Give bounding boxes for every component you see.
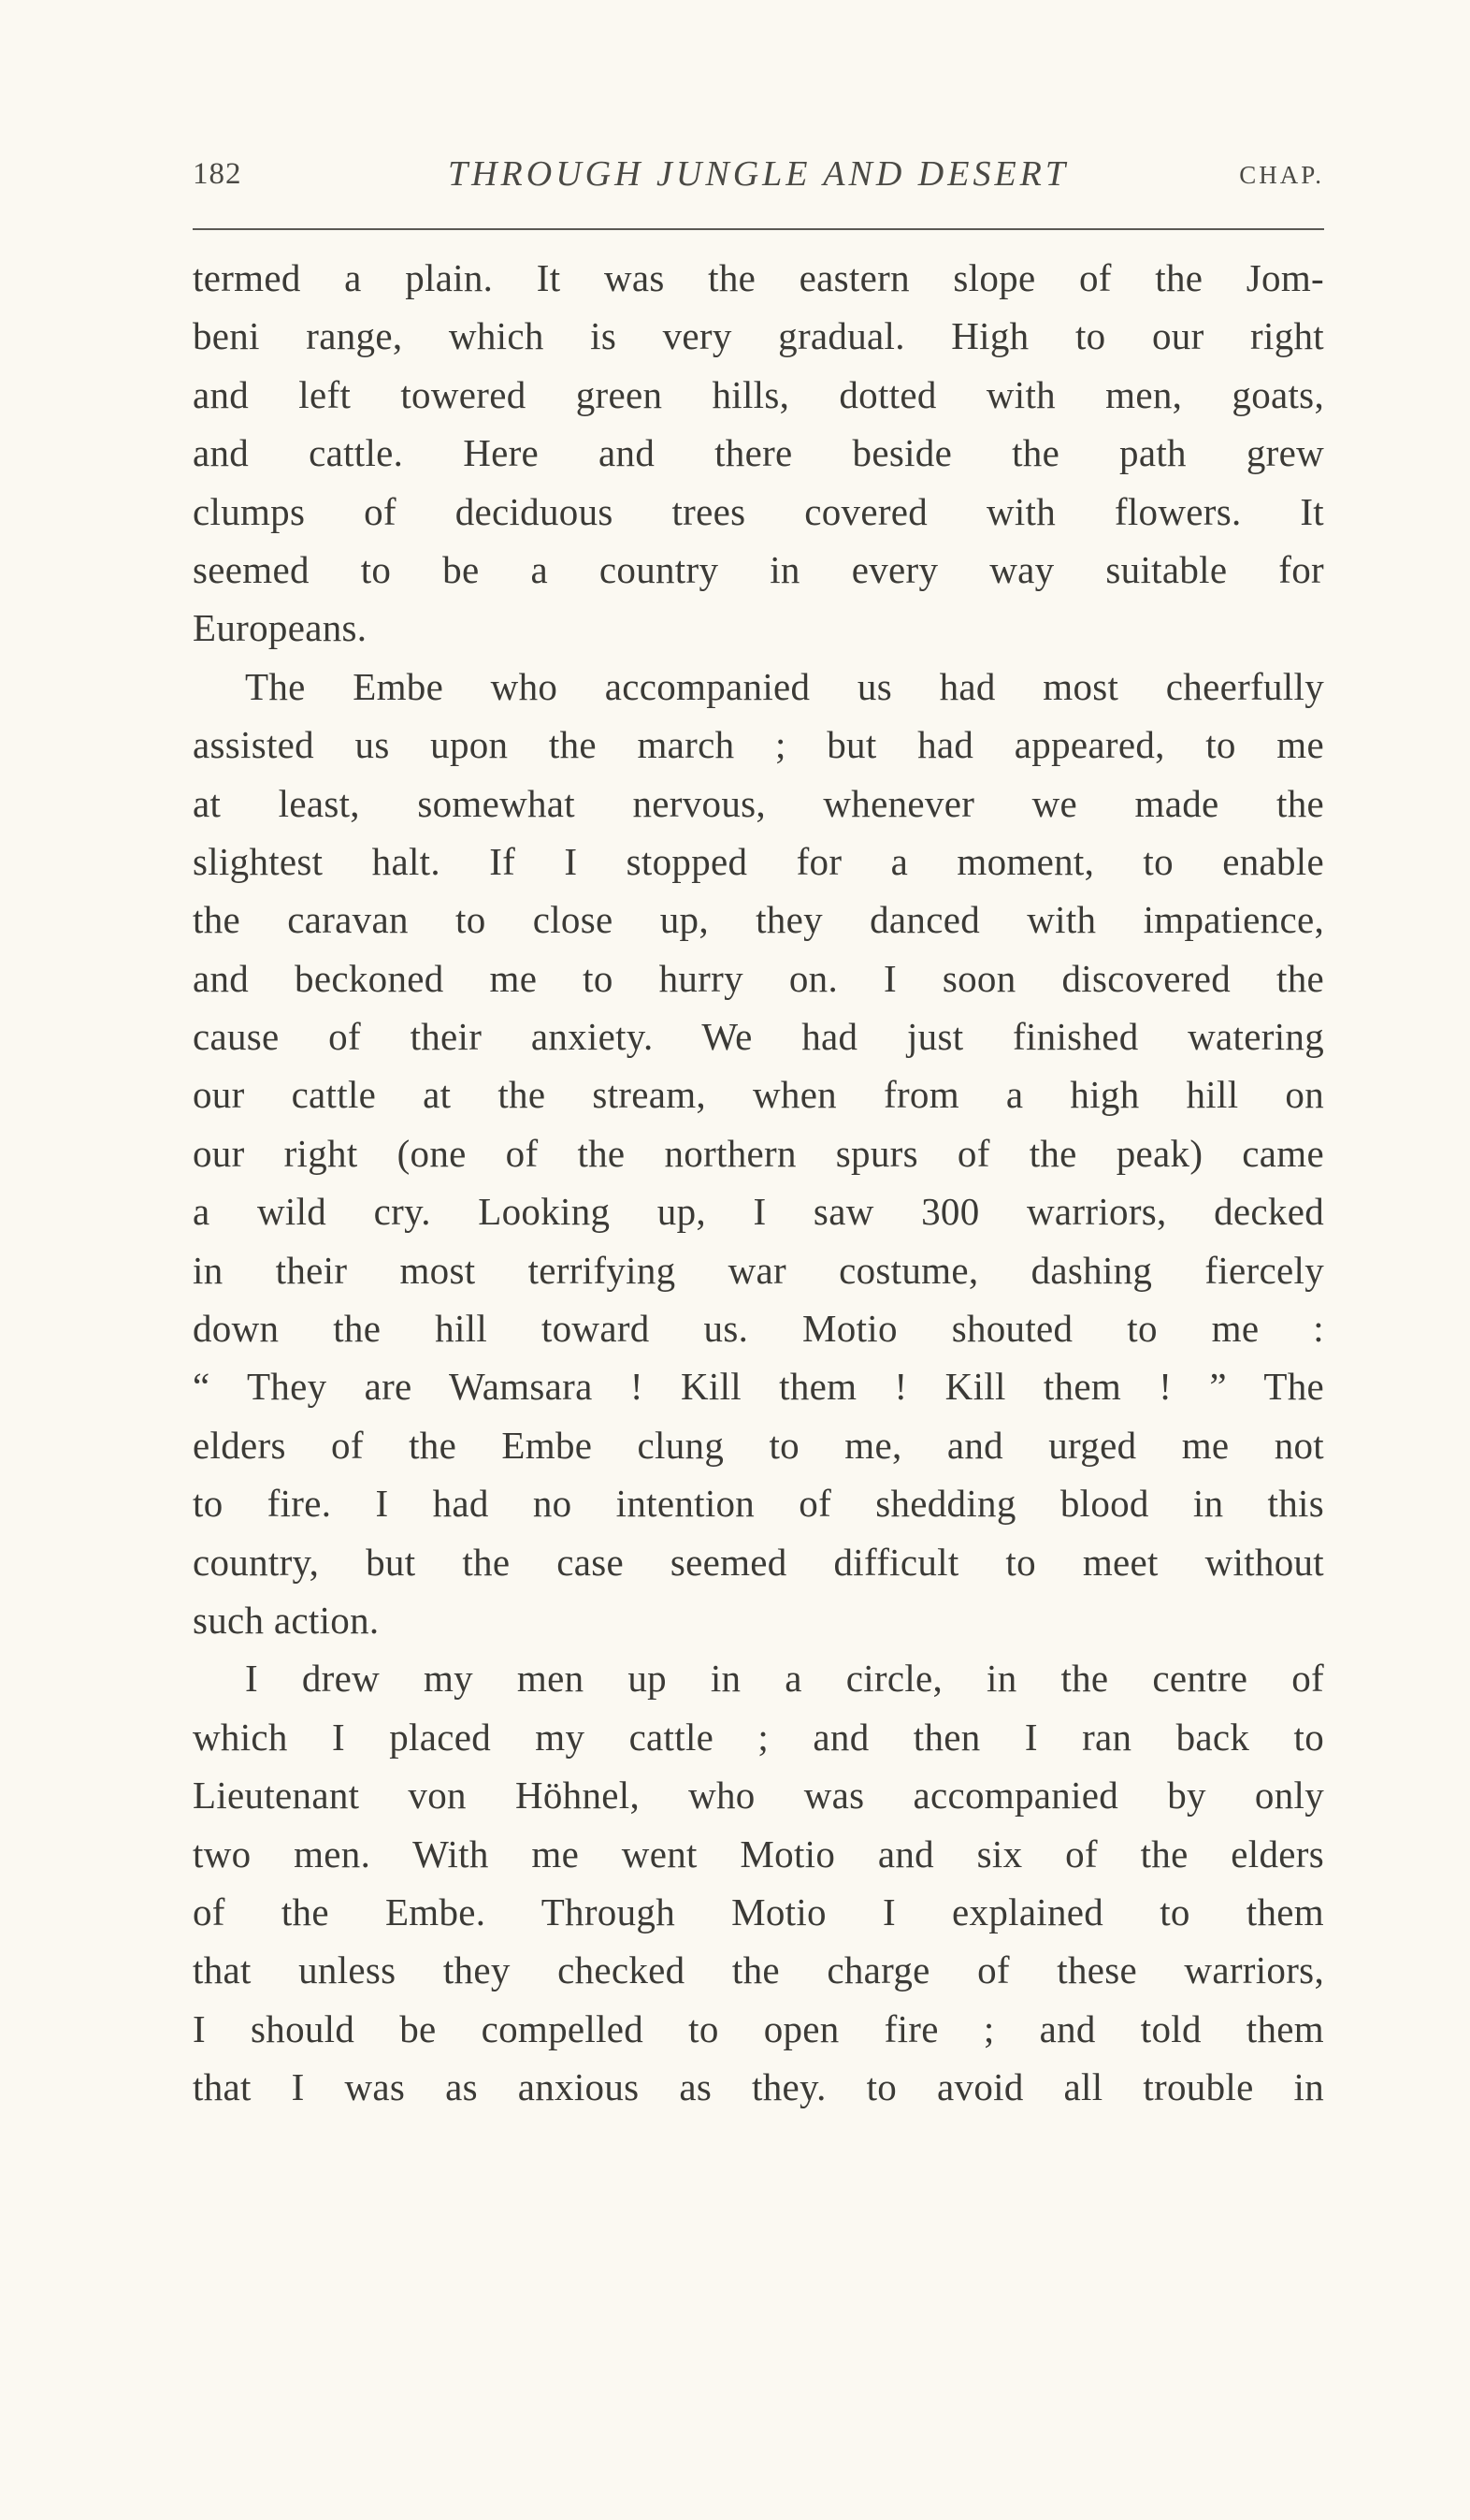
text-line: and cattle. Here and there beside the path grew <box>193 431 1324 475</box>
body-text <box>193 249 1324 2117</box>
text-line: I drew my men up in a circle, in the centre of <box>245 1657 1324 1701</box>
text-line: that I was as anxious as they. to avoid all trouble in <box>193 2065 1324 2109</box>
text-line: termed a plain. It was the eastern slope of the Jom- <box>193 256 1324 299</box>
text-line: clumps of deciduous trees covered with flowers. It <box>193 489 1324 533</box>
book-page <box>193 150 1324 2109</box>
text-line: Lieutenant von Höhnel, who was accompanied by only <box>193 1774 1324 1818</box>
text-line: Europeans. <box>193 606 368 650</box>
text-line: I should be compelled to open fire ; and told them <box>193 2006 1324 2050</box>
text-line: beni range, which is very gradual. High to our right <box>193 314 1324 358</box>
text-line: that unless they checked the charge of these warriors, <box>193 1948 1324 1992</box>
running-title: THROUGH JUNGLE AND DESERT <box>447 154 1070 194</box>
text-line: seemed to be a country in every way suitable for <box>193 547 1324 591</box>
text-line: the caravan to close up, they danced with impatience, <box>193 898 1324 942</box>
text-line: and beckoned me to hurry on. I soon discovered the <box>193 956 1324 1000</box>
header-rule <box>193 228 1324 230</box>
text-line: our cattle at the stream, when from a high hill on <box>193 1073 1324 1117</box>
text-line: and left towered green hills, dotted with men, goats, <box>193 372 1324 416</box>
page-number: 182 <box>193 157 242 191</box>
text-line: such action. <box>193 1598 380 1642</box>
text-line: slightest halt. If I stopped for a moment, to enable <box>193 839 1324 883</box>
text-line: which I placed my cattle ; and then I ran back to <box>193 1715 1324 1759</box>
text-line: our right (one of the northern spurs of the peak) came <box>193 1131 1324 1175</box>
text-line: in their most terrifying war costume, dashing fiercely <box>193 1248 1324 1292</box>
chapter-marker: CHAP. <box>1239 161 1324 189</box>
text-line: to fire. I had no intention of shedding blood in this <box>193 1482 1324 1526</box>
running-head <box>193 150 1324 206</box>
text-line: of the Embe. Through Motio I explained to them <box>193 1890 1324 1933</box>
text-line: elders of the Embe clung to me, and urged me not <box>193 1423 1324 1467</box>
text-line: “ They are Wamsara ! Kill them ! Kill them ! ” The <box>193 1365 1324 1409</box>
text-line: country, but the case seemed difficult to meet without <box>193 1540 1324 1584</box>
text-line: cause of their anxiety. We had just finished watering <box>193 1015 1324 1059</box>
text-line: The Embe who accompanied us had most cheerfully <box>245 664 1324 708</box>
text-line: assisted us upon the march ; but had appeared, to me <box>193 723 1324 767</box>
text-line: two men. With me went Motio and six of the elders <box>193 1832 1324 1876</box>
text-line: a wild cry. Looking up, I saw 300 warriors, decked <box>193 1190 1324 1234</box>
text-line: down the hill toward us. Motio shouted to me : <box>193 1307 1324 1351</box>
text-line: at least, somewhat nervous, whenever we made the <box>193 781 1324 825</box>
